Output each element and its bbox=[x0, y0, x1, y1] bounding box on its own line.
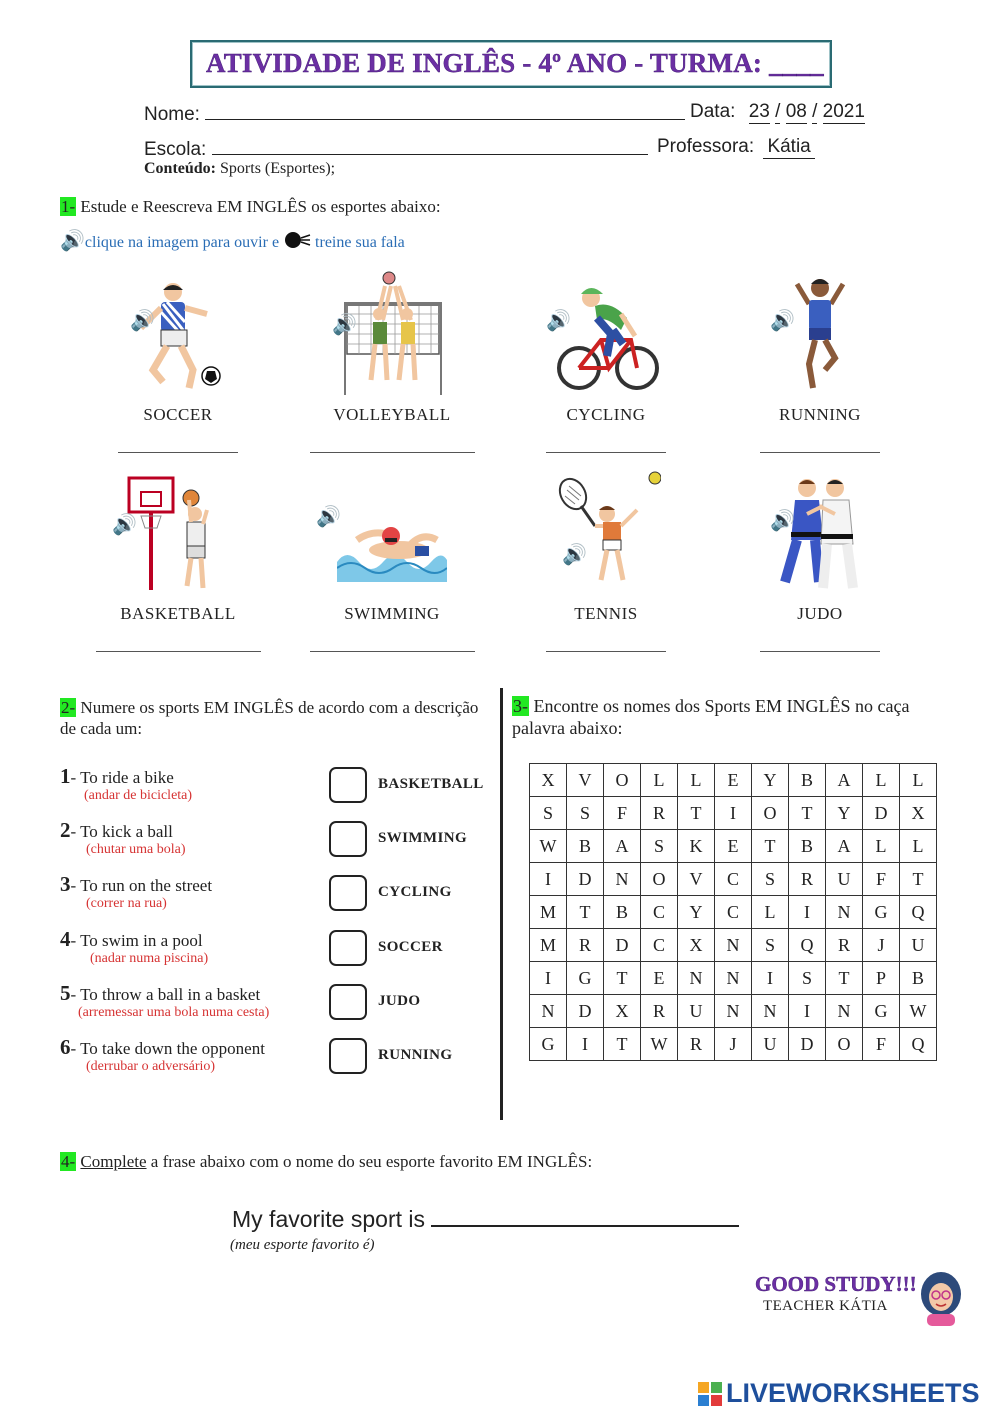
answer-input-line[interactable] bbox=[96, 651, 261, 652]
word-search-cell[interactable]: L bbox=[900, 830, 937, 863]
word-search-cell[interactable]: L bbox=[641, 764, 678, 797]
sentence-translation: (meu esporte favorito é) bbox=[230, 1237, 375, 1253]
word-search-cell[interactable]: D bbox=[789, 1028, 826, 1061]
word-search-cell[interactable]: V bbox=[678, 863, 715, 896]
word-search-row bbox=[530, 863, 937, 896]
name-label: Nome: bbox=[144, 104, 200, 125]
sport-label: CYCLING bbox=[566, 405, 646, 424]
item-translation: (arremessar uma bola numa cesta) bbox=[78, 1004, 270, 1020]
word-search-cell[interactable]: L bbox=[752, 896, 789, 929]
q3-text: Encontre os nomes dos Sports EM INGLÊS no caça palavra abaixo: bbox=[512, 696, 910, 738]
item-translation: (chutar uma bola) bbox=[86, 842, 186, 858]
word-search-cell[interactable]: E bbox=[641, 962, 678, 995]
word-search-cell[interactable]: R bbox=[826, 929, 863, 962]
word-search-cell[interactable]: L bbox=[863, 830, 900, 863]
word-search-cell[interactable]: W bbox=[641, 1028, 678, 1061]
word-search-cell[interactable]: W bbox=[900, 995, 937, 1028]
q1-heading bbox=[60, 197, 441, 217]
description-item bbox=[60, 927, 203, 952]
answer-input-line[interactable] bbox=[310, 651, 475, 652]
answer-input-line[interactable] bbox=[546, 452, 666, 453]
sport-label: SWIMMING bbox=[344, 604, 440, 623]
sport-option-label: RUNNING bbox=[378, 1047, 453, 1063]
sport-label: TENNIS bbox=[574, 604, 638, 623]
q2-text: Numere os sports EM INGLÊS de acordo com a descrição de cada um: bbox=[60, 698, 479, 738]
word-search-row bbox=[530, 896, 937, 929]
speaking-head-icon bbox=[283, 231, 311, 249]
answer-input-line[interactable] bbox=[310, 452, 475, 453]
sport-label: RUNNING bbox=[779, 405, 861, 424]
word-search-cell[interactable]: B bbox=[900, 962, 937, 995]
school-field-row bbox=[144, 136, 648, 161]
word-search-cell[interactable]: Q bbox=[789, 929, 826, 962]
word-search-cell[interactable]: G bbox=[567, 962, 604, 995]
word-search-cell[interactable]: J bbox=[715, 1028, 752, 1061]
word-search-cell[interactable]: N bbox=[715, 962, 752, 995]
q1-hint bbox=[60, 228, 405, 253]
word-search-cell[interactable]: Q bbox=[900, 896, 937, 929]
sport-option-label: JUDO bbox=[378, 992, 421, 1009]
item-number: 1 bbox=[60, 764, 71, 788]
sport-card-basketball[interactable] bbox=[123, 470, 233, 595]
favorite-sentence bbox=[232, 1205, 739, 1233]
word-search-cell[interactable]: L bbox=[678, 764, 715, 797]
item-text: - To take down the opponent bbox=[70, 1039, 265, 1058]
date-label: Data: bbox=[690, 101, 736, 122]
word-search-row bbox=[530, 962, 937, 995]
q4-underlined: Complete bbox=[80, 1152, 147, 1171]
word-search-cell[interactable]: E bbox=[715, 764, 752, 797]
teacher-signature: TEACHER KÁTIA bbox=[763, 1298, 888, 1314]
word-search-row bbox=[530, 929, 937, 962]
q4-number: 4- bbox=[61, 1152, 76, 1171]
description-item bbox=[60, 764, 174, 789]
name-input-line[interactable] bbox=[205, 101, 685, 120]
word-search-cell[interactable]: U bbox=[826, 863, 863, 896]
school-input-line[interactable] bbox=[212, 136, 648, 155]
word-search-cell[interactable]: C bbox=[715, 863, 752, 896]
word-search-cell[interactable]: N bbox=[604, 863, 641, 896]
word-search-cell[interactable]: I bbox=[715, 797, 752, 830]
speaker-icon[interactable]: 🔊 bbox=[112, 514, 137, 536]
description-item bbox=[60, 818, 173, 843]
item-number: 5 bbox=[60, 980, 71, 1005]
date-field-row: Data: 23 / 08 / 2021 bbox=[690, 101, 865, 122]
teacher-value: Kátia bbox=[763, 136, 814, 159]
word-search-cell[interactable]: T bbox=[678, 797, 715, 830]
word-search-cell[interactable]: S bbox=[752, 863, 789, 896]
sport-card-swimming[interactable] bbox=[337, 470, 447, 595]
word-search-cell[interactable]: O bbox=[826, 1028, 863, 1061]
word-search-cell[interactable]: V bbox=[567, 764, 604, 797]
item-translation: (derrubar o adversário) bbox=[86, 1059, 216, 1074]
word-search-cell[interactable]: U bbox=[752, 1028, 789, 1061]
q2-number: 2- bbox=[61, 698, 76, 717]
content-row bbox=[144, 160, 335, 178]
word-search-cell[interactable]: N bbox=[715, 995, 752, 1028]
sport-label: SOCCER bbox=[143, 405, 213, 424]
word-search-cell[interactable]: T bbox=[826, 962, 863, 995]
word-search-cell[interactable]: X bbox=[678, 929, 715, 962]
brand-name: LIVEWORKSHEETS bbox=[726, 1378, 980, 1408]
number-input-box[interactable] bbox=[329, 1038, 367, 1074]
word-search-cell[interactable]: I bbox=[530, 863, 567, 896]
date-year[interactable]: 2021 bbox=[822, 101, 865, 122]
speaker-icon[interactable]: 🔊 bbox=[770, 510, 795, 532]
word-search-cell[interactable]: G bbox=[530, 1028, 567, 1061]
word-search-row bbox=[530, 1028, 937, 1061]
word-search-cell[interactable]: Y bbox=[826, 797, 863, 830]
word-search-cell[interactable]: E bbox=[715, 830, 752, 863]
word-search-cell[interactable]: R bbox=[678, 1028, 715, 1061]
basketball-player-icon bbox=[123, 470, 233, 595]
word-search-cell[interactable]: G bbox=[863, 995, 900, 1028]
q4-heading bbox=[60, 1152, 592, 1172]
word-search-cell[interactable]: S bbox=[567, 797, 604, 830]
item-translation: (andar de bicicleta) bbox=[84, 788, 193, 803]
word-search-cell[interactable]: B bbox=[604, 896, 641, 929]
word-search-cell[interactable]: D bbox=[604, 929, 641, 962]
item-text: - To run on the street bbox=[70, 876, 213, 896]
item-text: - To swim in a pool bbox=[70, 930, 203, 950]
teacher-field-row bbox=[657, 136, 815, 159]
q2-heading bbox=[60, 697, 480, 739]
word-search-cell[interactable]: S bbox=[530, 797, 567, 830]
word-search-cell[interactable]: T bbox=[752, 830, 789, 863]
teacher-avatar bbox=[915, 1270, 967, 1326]
word-search-cell[interactable]: I bbox=[530, 962, 567, 995]
q1-text: Estude e Reescreva EM INGLÊS os esportes abaixo: bbox=[80, 197, 441, 216]
word-search-cell[interactable]: R bbox=[641, 797, 678, 830]
word-search-cell[interactable]: G bbox=[863, 896, 900, 929]
word-search-cell[interactable]: B bbox=[567, 830, 604, 863]
word-search-cell[interactable]: T bbox=[604, 1028, 641, 1061]
number-input-box[interactable] bbox=[329, 821, 367, 857]
word-search-cell[interactable]: R bbox=[641, 995, 678, 1028]
word-search-cell[interactable]: O bbox=[641, 863, 678, 896]
word-search-cell[interactable]: L bbox=[900, 764, 937, 797]
word-search-cell[interactable]: A bbox=[826, 830, 863, 863]
word-search-cell[interactable]: L bbox=[863, 764, 900, 797]
description-item bbox=[60, 872, 212, 897]
speaker-icon[interactable]: 🔊 bbox=[130, 310, 155, 332]
q4-text: a frase abaixo com o nome do seu esporte favorito EM INGLÊS: bbox=[146, 1152, 593, 1171]
title-box bbox=[190, 40, 832, 88]
speaker-icon[interactable]: 🔊 bbox=[770, 310, 795, 332]
word-search-cell[interactable]: S bbox=[789, 962, 826, 995]
item-translation: (correr na rua) bbox=[86, 896, 167, 912]
word-search-cell[interactable]: T bbox=[604, 962, 641, 995]
word-search-cell[interactable]: M bbox=[530, 929, 567, 962]
sport-option-label: SWIMMING bbox=[378, 830, 468, 847]
word-search-row bbox=[530, 995, 937, 1028]
word-search-cell[interactable]: U bbox=[678, 995, 715, 1028]
speaker-icon: 🔊 bbox=[60, 230, 85, 252]
answer-input-line[interactable] bbox=[760, 651, 880, 652]
word-search-cell[interactable]: D bbox=[863, 797, 900, 830]
word-search-grid[interactable] bbox=[529, 763, 937, 1061]
item-number: 6 bbox=[60, 1035, 71, 1059]
word-search-cell[interactable]: I bbox=[789, 995, 826, 1028]
name-field-row bbox=[144, 101, 685, 126]
sport-label: VOLLEYBALL bbox=[333, 405, 451, 424]
answer-input-line[interactable] bbox=[546, 651, 666, 652]
answer-input-line[interactable] bbox=[118, 452, 238, 453]
item-translation: (nadar numa piscina) bbox=[90, 950, 209, 966]
speaker-icon[interactable]: 🔊 bbox=[546, 310, 571, 332]
sport-option-label: BASKETBALL bbox=[378, 776, 484, 792]
word-search-cell[interactable]: B bbox=[789, 830, 826, 863]
word-search-cell[interactable]: I bbox=[567, 1028, 604, 1061]
word-search-row bbox=[530, 830, 937, 863]
item-text: - To throw a ball in a basket bbox=[70, 984, 261, 1004]
word-search-cell[interactable]: S bbox=[752, 929, 789, 962]
word-search-cell[interactable]: C bbox=[641, 896, 678, 929]
item-number: 3 bbox=[60, 872, 71, 897]
word-search-cell[interactable]: N bbox=[826, 995, 863, 1028]
word-search-cell[interactable]: X bbox=[604, 995, 641, 1028]
hint-speak: treine sua fala bbox=[315, 234, 405, 251]
word-search-cell[interactable]: N bbox=[752, 995, 789, 1028]
word-search-cell[interactable]: S bbox=[641, 830, 678, 863]
item-text: - To ride a bike bbox=[70, 768, 174, 787]
word-search-cell[interactable]: N bbox=[715, 929, 752, 962]
word-search-cell[interactable]: N bbox=[530, 995, 567, 1028]
word-search-cell[interactable]: O bbox=[752, 797, 789, 830]
word-search-cell[interactable]: X bbox=[530, 764, 567, 797]
word-search-cell[interactable]: D bbox=[567, 863, 604, 896]
word-search-cell[interactable]: Q bbox=[900, 1028, 937, 1061]
good-study-text: GOOD STUDY!!! bbox=[755, 1272, 917, 1296]
content-label: Conteúdo: bbox=[144, 160, 217, 177]
speaker-icon[interactable]: 🔊 bbox=[562, 544, 587, 566]
item-number: 4 bbox=[60, 926, 71, 951]
word-search-cell[interactable]: Y bbox=[678, 896, 715, 929]
tennis-player-icon bbox=[551, 470, 661, 595]
q1-number: 1- bbox=[61, 197, 76, 216]
sport-option-label: CYCLING bbox=[378, 884, 452, 901]
word-search-cell[interactable]: I bbox=[789, 896, 826, 929]
swimmer-icon bbox=[337, 470, 447, 595]
word-search-cell[interactable]: T bbox=[900, 863, 937, 896]
sentence-text: My favorite sport is bbox=[232, 1206, 425, 1232]
word-search-cell[interactable]: M bbox=[530, 896, 567, 929]
q3-number: 3- bbox=[513, 696, 528, 716]
answer-input-line[interactable] bbox=[760, 452, 880, 453]
word-search-cell[interactable]: F bbox=[863, 863, 900, 896]
brand-logo-icon bbox=[698, 1382, 722, 1406]
sport-label: BASKETBALL bbox=[120, 604, 236, 623]
number-input-box[interactable] bbox=[329, 930, 367, 966]
school-label: Escola: bbox=[144, 139, 207, 160]
description-item bbox=[60, 1035, 265, 1060]
page-title: ATIVIDADE DE INGLÊS - 4º ANO - TURMA: ____ bbox=[206, 48, 824, 78]
word-search-cell[interactable]: T bbox=[789, 797, 826, 830]
content-value: Sports (Esportes); bbox=[220, 160, 336, 177]
word-search-cell[interactable]: J bbox=[863, 929, 900, 962]
word-search-cell[interactable]: I bbox=[752, 962, 789, 995]
word-search-cell[interactable]: N bbox=[826, 896, 863, 929]
word-search-cell[interactable]: O bbox=[604, 764, 641, 797]
word-search-cell[interactable]: C bbox=[641, 929, 678, 962]
column-divider bbox=[500, 688, 503, 1120]
speaker-icon[interactable]: 🔊 bbox=[332, 314, 357, 336]
teacher-label: Professora: bbox=[657, 136, 755, 157]
date-month[interactable]: 08 bbox=[785, 101, 807, 122]
item-text: - To kick a ball bbox=[70, 822, 173, 842]
word-search-cell[interactable]: A bbox=[826, 764, 863, 797]
word-search-cell[interactable]: X bbox=[900, 797, 937, 830]
word-search-cell[interactable]: F bbox=[863, 1028, 900, 1061]
sport-option-label: SOCCER bbox=[378, 938, 443, 955]
q3-heading bbox=[512, 695, 952, 739]
date-day[interactable]: 23 bbox=[748, 101, 770, 122]
description-item bbox=[60, 981, 260, 1006]
word-search-cell[interactable]: D bbox=[567, 995, 604, 1028]
item-number: 2 bbox=[60, 818, 71, 843]
favorite-sport-input[interactable] bbox=[431, 1205, 739, 1227]
word-search-cell[interactable]: C bbox=[715, 896, 752, 929]
hint-listen: clique na imagem para ouvir e bbox=[84, 234, 280, 251]
word-search-cell[interactable]: R bbox=[789, 863, 826, 896]
word-search-cell[interactable]: U bbox=[900, 929, 937, 962]
number-input-box[interactable] bbox=[329, 875, 367, 911]
number-input-box[interactable] bbox=[329, 984, 367, 1020]
word-search-row bbox=[530, 764, 937, 797]
word-search-cell[interactable]: P bbox=[863, 962, 900, 995]
sport-label: JUDO bbox=[797, 604, 843, 623]
word-search-cell[interactable]: T bbox=[567, 896, 604, 929]
number-input-box[interactable] bbox=[329, 767, 367, 803]
word-search-cell[interactable]: K bbox=[678, 830, 715, 863]
word-search-cell[interactable]: W bbox=[530, 830, 567, 863]
word-search-cell[interactable]: B bbox=[789, 764, 826, 797]
word-search-cell[interactable]: N bbox=[678, 962, 715, 995]
word-search-cell[interactable]: F bbox=[604, 797, 641, 830]
speaker-icon[interactable]: 🔊 bbox=[316, 506, 341, 528]
word-search-cell[interactable]: R bbox=[567, 929, 604, 962]
word-search-cell[interactable]: A bbox=[604, 830, 641, 863]
sport-card-tennis[interactable] bbox=[551, 470, 661, 595]
brand-logo bbox=[698, 1378, 980, 1409]
word-search-cell[interactable]: Y bbox=[752, 764, 789, 797]
word-search-row bbox=[530, 797, 937, 830]
